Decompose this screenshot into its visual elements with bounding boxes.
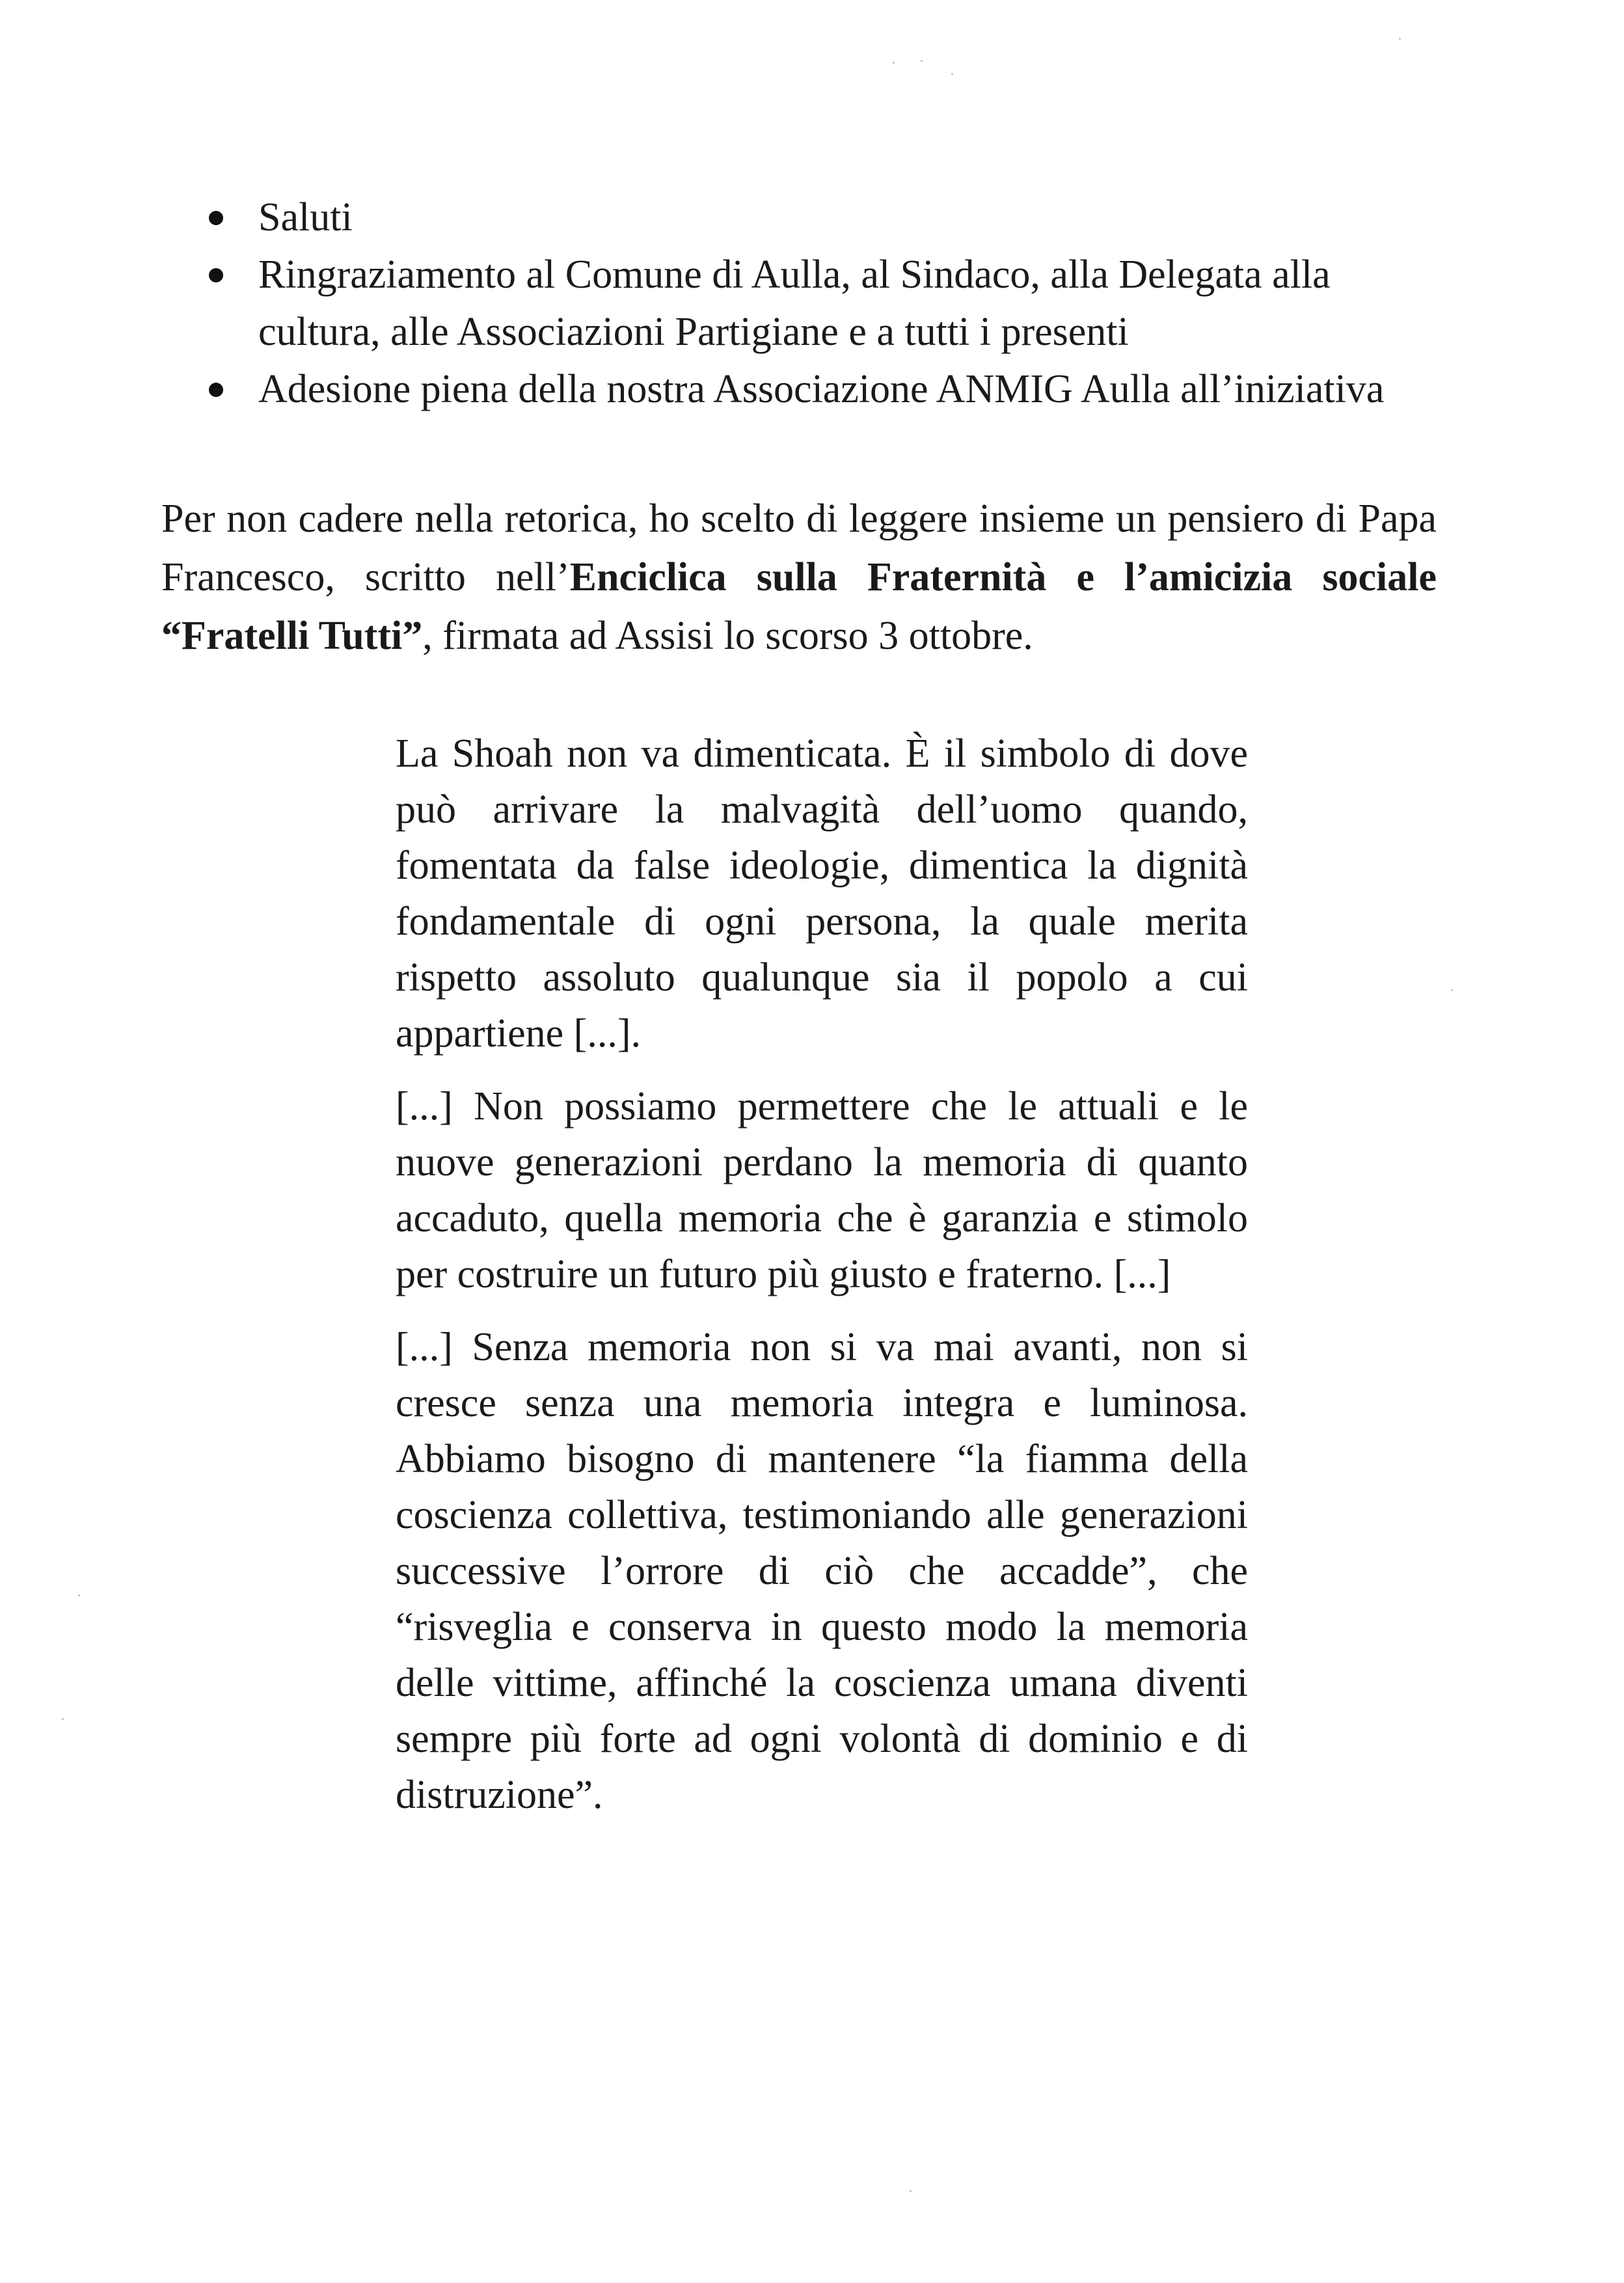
greetings-list xyxy=(198,189,1435,418)
bullet-icon xyxy=(209,211,223,225)
list-item xyxy=(198,246,1435,361)
list-item xyxy=(198,189,1435,246)
scan-speck xyxy=(893,62,895,64)
bullet-icon xyxy=(209,268,223,282)
scan-speck xyxy=(1399,38,1401,40)
scan-speck xyxy=(951,73,953,75)
quote-paragraph: [...] Non possiamo permettere che le attuali e le nuove generazioni perdano la memoria di quanto accaduto, quella memoria che è garanzia e stimolo per costruire un futuro più giusto e fraterno. [...] xyxy=(396,1084,1248,1296)
scan-speck xyxy=(910,2190,912,2192)
intro-text-end: , firmata ad Assisi lo scorso 3 ottobre. xyxy=(422,614,1033,658)
scan-speck xyxy=(78,1594,80,1596)
scan-speck xyxy=(62,1718,64,1720)
scan-speck xyxy=(1451,989,1453,991)
intro-paragraph xyxy=(161,489,1437,665)
intro-text: Per non cadere nella retorica, ho scelto di leggere insieme un pensiero di Papa Francesco, scritto nell’ xyxy=(161,497,1437,599)
scan-speck xyxy=(921,60,923,62)
list-item xyxy=(198,361,1435,418)
encyclical-title: Enciclica sulla Fraternità e l’amicizia sociale “Fratelli Tutti” xyxy=(161,555,1437,658)
bullet-icon xyxy=(209,383,223,397)
quote-paragraph: La Shoah non va dimenticata. È il simbolo di dove può arrivare la malvagità dell’uomo quando, fomentata da false ideologie, dimentica la dignità fondamentale di ogni persona, la quale merita rispetto assoluto qualunque sia il popolo a cui appartiene [...]. xyxy=(396,731,1248,1056)
list-item-text: Adesione piena della nostra Associazione ANMIG Aulla all’iniziativa xyxy=(258,367,1385,411)
list-item-text: Saluti xyxy=(258,195,353,239)
encyclical-quote xyxy=(396,726,1248,1840)
list-item-text: Ringraziamento al Comune di Aulla, al Sindaco, alla Delegata alla cultura, alle Associazioni Partigiane e a tutti i presenti xyxy=(258,253,1331,354)
quote-paragraph: [...] Senza memoria non si va mai avanti, non si cresce senza una memoria integra e luminosa. Abbiamo bisogno di mantenere “la fiamma della coscienza collettiva, testimoniando alle generazioni successive l’orrore di ciò che accadde”, che “risveglia e conserva in questo modo la memoria delle vittime, affinché la coscienza umana diventi sempre più forte ad ogni volontà di dominio e di distruzione”. xyxy=(396,1325,1248,1817)
